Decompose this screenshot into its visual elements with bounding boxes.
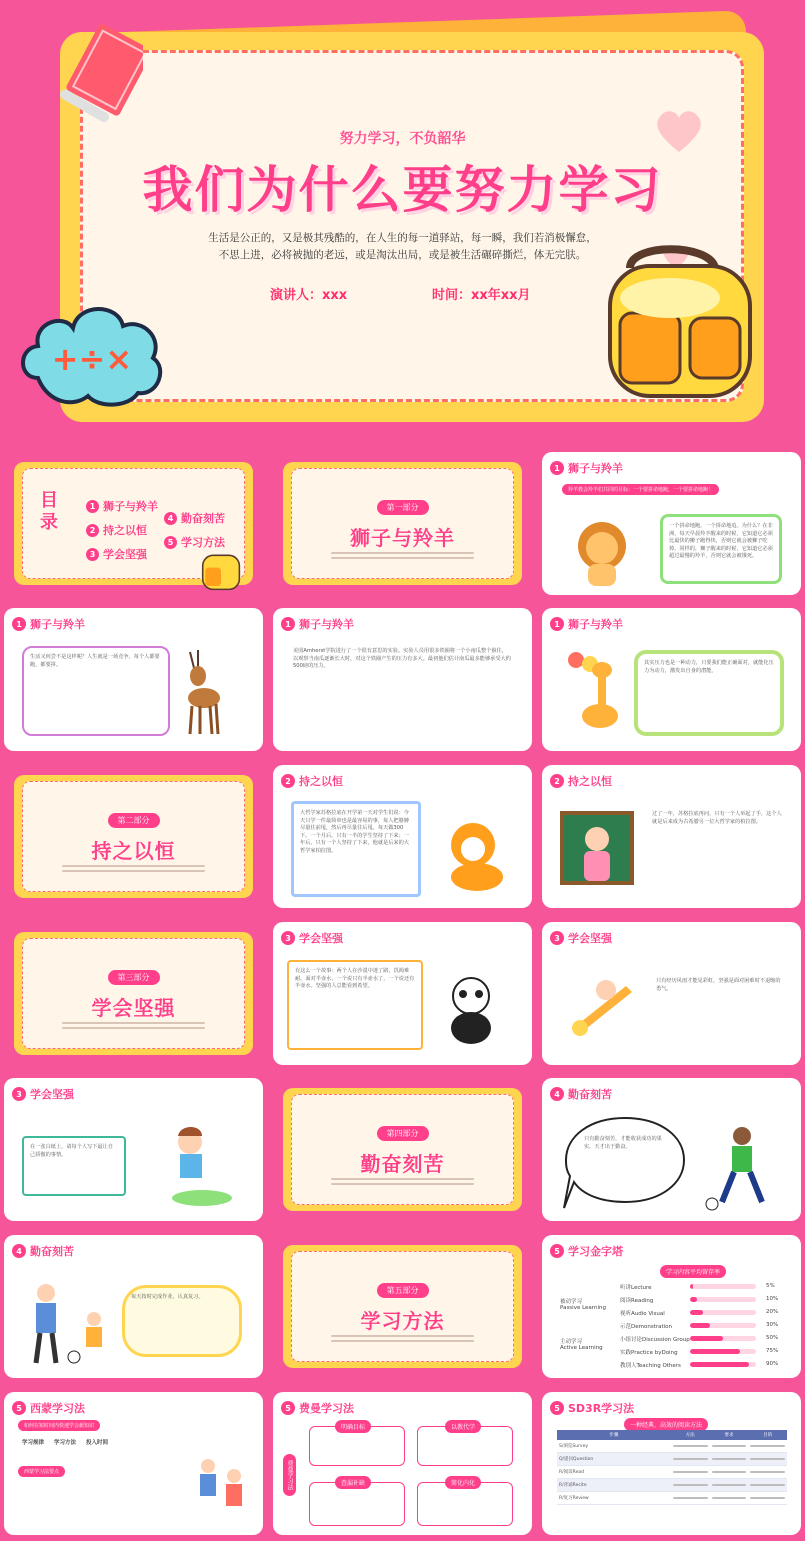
section-lines (331, 552, 474, 564)
slide-hard-1[interactable] (542, 1078, 801, 1221)
header-title: 学习金字塔 (568, 1245, 623, 1258)
header-title: 学会坚强 (299, 932, 343, 945)
table-row (557, 1453, 787, 1466)
slide-header (281, 616, 354, 632)
table-header: 要求 (710, 1430, 749, 1440)
strong2-text: 只有经历风雨才能见彩虹，坚强是面对困难时不退缩的勇气。 (656, 978, 781, 992)
header-title: 狮子与羚羊 (299, 618, 354, 631)
header-number: 1 (550, 461, 564, 475)
section-lines (62, 1022, 205, 1034)
toc-item[interactable] (86, 546, 147, 562)
slide-section-2[interactable] (4, 765, 263, 908)
toc-item[interactable] (86, 498, 158, 514)
table-cell: S/浏览Survey (557, 1440, 671, 1453)
section-tag: 第三部分 (108, 970, 160, 985)
section-title: 勤奋刻苦 (360, 1152, 445, 1176)
math-cloud-icon (18, 298, 166, 410)
feynman-b3: 查漏补缺 (335, 1476, 371, 1489)
hero-slide[interactable] (0, 0, 805, 445)
header-number: 4 (550, 1087, 564, 1101)
antelope-text: 生活又何尝不是这样呢？人生就是一场竞争，每个人都要跑，都要拼。 (22, 646, 170, 736)
feynman-b4: 简化内化 (445, 1476, 481, 1489)
section-tag: 第二部分 (108, 813, 160, 828)
giraffe-icon (562, 650, 626, 740)
table-row (557, 1492, 787, 1505)
section-lines (331, 1178, 474, 1190)
header-title: SD3R学习法 (568, 1402, 635, 1415)
header-title: 持之以恒 (568, 775, 612, 788)
pyramid-row-label: 教别人Teaching Others (620, 1363, 681, 1369)
slide-sd3r[interactable] (542, 1392, 801, 1535)
header-number: 3 (12, 1087, 26, 1101)
header-title: 狮子与羚羊 (568, 618, 623, 631)
header-number: 2 (550, 774, 564, 788)
slide-giraffe[interactable] (542, 608, 801, 751)
harvard-text: 美国Amherst学院进行了一个很有意思的实验。实验人员用很多铁圈将一个小南瓜整个箍住，以观察当南瓜逐渐长大时，对这个铁圈产生的压力有多大。最初他们估计南瓜最多能够承受大约500磅的压力。 (293, 648, 511, 669)
toc-item[interactable] (164, 510, 225, 526)
section-tag: 第一部分 (377, 500, 429, 515)
rocket-boy-icon (566, 966, 642, 1042)
soccer-boy-icon (702, 1122, 782, 1212)
pyramid-bar-fill (690, 1323, 710, 1328)
header-number: 1 (550, 617, 564, 631)
toc-number: 2 (86, 524, 99, 537)
slide-hard-2[interactable] (4, 1235, 263, 1378)
toc-title: 目录 (40, 490, 58, 533)
pyramid-bar (690, 1284, 756, 1289)
slide-header (550, 1400, 634, 1416)
panda-icon (441, 972, 501, 1048)
pyramid-row-pct: 30% (766, 1322, 779, 1328)
section-title: 狮子与羚羊 (350, 526, 455, 550)
slide-persist[interactable] (273, 765, 532, 908)
header-number: 5 (281, 1401, 295, 1415)
simon-pill: 如何在短时间内快速学会新知识 (18, 1420, 100, 1431)
section-lines (62, 865, 205, 877)
toc-label: 学习方法 (181, 536, 225, 549)
active-label-en: Active Learning (560, 1345, 603, 1351)
table-row (557, 1479, 787, 1492)
passive-label: 被动学习 (560, 1299, 583, 1305)
slide-toc[interactable] (4, 452, 263, 595)
hard2-text: 每天按时完成作业，认真复习。 (122, 1285, 242, 1357)
feynman-b1: 明确目标 (335, 1420, 371, 1433)
sd3r-pill: 一种经典、高效的阅读方法 (624, 1418, 708, 1431)
lion-text: 一个拼命地跑，一个拼命地追。为什么？在非洲，每天早晨羚羊醒来的时候，它知道它必须比最快的狮子跑得快，否则它就会被狮子吃掉。同样的，狮子醒来的时候，它知道它必须超过最慢的羚羊，否则它就会被饿死。 (660, 514, 782, 584)
slide-strong-2[interactable] (542, 922, 801, 1065)
pyramid-bar-fill (690, 1297, 697, 1302)
table-cell: Q/提问Question (557, 1453, 671, 1466)
pyramid-bar (690, 1297, 756, 1302)
section-tag: 第五部分 (377, 1283, 429, 1298)
pyramid-row-label: 听讲Lecture (620, 1285, 652, 1291)
slide-feynman[interactable] (273, 1392, 532, 1535)
header-title: 狮子与羚羊 (568, 462, 623, 475)
table-cell: R/背诵Recite (557, 1479, 671, 1492)
simon-h2: 学习方法 (54, 1440, 77, 1446)
pyramid-bar-fill (690, 1284, 693, 1289)
header-number: 4 (12, 1244, 26, 1258)
active-label: 主动学习 (560, 1339, 583, 1345)
pyramid-bar-fill (690, 1349, 740, 1354)
section-tag: 第四部分 (377, 1126, 429, 1141)
pyramid-row-pct: 20% (766, 1309, 779, 1315)
slide-section-3[interactable] (4, 922, 263, 1065)
slide-header (550, 773, 612, 789)
table-header: 方法 (671, 1430, 710, 1440)
slide-simon[interactable] (4, 1392, 263, 1535)
cloud-symbols: +÷× (51, 340, 133, 378)
slide-header (550, 616, 623, 632)
pyramid-bar (690, 1310, 756, 1315)
hero-description: 生活是公正的，又是极其残酷的，在人生的每一道驿站，每一瞬，我们若消极懈怠，不思上进，必将被抛的老远，或是淘汰出局，或是被生活碾碎撕烂，体无完肤。 (208, 232, 597, 261)
pyramid-bar-fill (690, 1336, 723, 1341)
slide-header (12, 1086, 74, 1102)
slide-header (12, 1243, 74, 1259)
pyramid-bar (690, 1349, 756, 1354)
toc-label: 勤奋刻苦 (181, 512, 225, 525)
slide-header (281, 773, 343, 789)
section-title: 持之以恒 (91, 839, 176, 863)
speaker-label: 演讲人：xxx (270, 288, 348, 303)
time-label: 时间：xx年xx月 (432, 288, 531, 303)
header-number: 5 (12, 1401, 26, 1415)
table-row (557, 1466, 787, 1479)
backpack-icon (196, 548, 244, 592)
header-title: 学会坚强 (568, 932, 612, 945)
pyramid-bar-fill (690, 1310, 703, 1315)
pyramid-bar (690, 1362, 756, 1367)
pyramid-row-pct: 75% (766, 1348, 779, 1354)
strong3-text: 在一张白纸上，请每个人写下最让自己骄傲的事情。 (22, 1136, 126, 1196)
header-title: 狮子与羚羊 (30, 618, 85, 631)
antelope-icon (176, 648, 224, 738)
toc-number: 1 (86, 500, 99, 513)
lion-icon (572, 518, 632, 588)
pyramid-row-label: 视听Audio Visual (620, 1311, 665, 1317)
section-title: 学会坚强 (91, 996, 176, 1020)
toc-item[interactable] (86, 522, 147, 538)
slide-pyramid[interactable] (542, 1235, 801, 1378)
chalkboard-girl-icon (560, 805, 634, 887)
slide-harvard[interactable] (273, 608, 532, 751)
header-number: 5 (550, 1244, 564, 1258)
simon-h3: 投入时间 (86, 1440, 109, 1446)
pyramid-bar (690, 1323, 756, 1328)
table-row (557, 1440, 787, 1453)
toc-number: 5 (164, 536, 177, 549)
pyramid-bar-fill (690, 1362, 749, 1367)
tiger-icon (433, 815, 513, 895)
pyramid-row-label: 阅读Reading (620, 1298, 654, 1304)
toc-label: 持之以恒 (103, 524, 147, 537)
pyramid-row-pct: 90% (766, 1361, 779, 1367)
header-title: 学会坚强 (30, 1088, 74, 1101)
slide-header (550, 1243, 623, 1259)
table-cell: R/复习Review (557, 1492, 671, 1505)
slide-antelope[interactable] (4, 608, 263, 751)
header-title: 费曼学习法 (299, 1402, 354, 1415)
table-cell: R/阅读Read (557, 1466, 671, 1479)
hero-title: 我们为什么要努力学习 (142, 161, 663, 219)
slide-header (550, 460, 623, 476)
slide-lion[interactable] (542, 452, 801, 595)
slide-persist-2[interactable] (542, 765, 801, 908)
slide-header (12, 616, 85, 632)
simon-h1: 学习规律 (22, 1440, 45, 1446)
slide-header (281, 1400, 354, 1416)
header-number: 5 (550, 1401, 564, 1415)
pyramid-pill: 学习内容平均留存率 (660, 1265, 726, 1278)
simon-sub: 西蒙学习法要点 (18, 1466, 65, 1477)
section-lines (331, 1335, 474, 1347)
header-title: 勤奋刻苦 (30, 1245, 74, 1258)
giraffe-text: 其实压力也是一种动力，只要我们能正确面对，就能化压力为动力，激发出自身的潜能。 (634, 650, 784, 736)
reading-child-icon (154, 1120, 244, 1210)
slide-grid (0, 445, 805, 1541)
pyramid-row-label: 示范Demonstration (620, 1324, 673, 1330)
slide-section-5[interactable] (273, 1235, 532, 1378)
pyramid-row-pct: 50% (766, 1335, 779, 1341)
slide-header (12, 1400, 85, 1416)
toc-number: 4 (164, 512, 177, 525)
toc-number: 3 (86, 548, 99, 561)
family-soccer-icon (18, 1279, 118, 1369)
pyramid-row-pct: 5% (766, 1283, 775, 1289)
feynman-side: 费曼学习法 (283, 1454, 296, 1496)
pyramid-row-pct: 10% (766, 1296, 779, 1302)
header-number: 1 (12, 617, 26, 631)
header-number: 3 (550, 931, 564, 945)
persist-text: 大哲学家苏格拉底在开学第一天对学生们说：今天只学一件最简单也是最容易的事，每人把胳膊尽量往前甩，然后再尽量往后甩。每天做300下。一个月后，只有一半的学生坚持了下来；一年后，只有一个人坚持了下来，他就是后来的大哲学家柏拉图。 (291, 801, 421, 897)
header-number: 1 (281, 617, 295, 631)
kids-playing-icon (190, 1452, 250, 1526)
section-title: 学习方法 (360, 1309, 445, 1333)
slide-strong-1[interactable] (273, 922, 532, 1065)
passive-label-en: Passive Learning (560, 1305, 606, 1311)
hard1-text: 只有勤奋刻苦，才能收获成功的果实。天才出于勤奋。 (584, 1136, 662, 1150)
header-number: 3 (281, 931, 295, 945)
table-header: 步骤 (557, 1430, 671, 1440)
pyramid-bar (690, 1336, 756, 1341)
persist2-text: 过了一年，苏格拉底再问，只有一个人举起了手，这个人就是后来成为古希腊另一位大哲学家的柏拉图。 (652, 811, 782, 825)
hero-subtitle: 努力学习，不负韶华 (339, 131, 466, 147)
slide-section-1[interactable] (273, 452, 532, 595)
toc-label: 狮子与羚羊 (103, 500, 158, 513)
sd3r-table (557, 1430, 787, 1505)
lion-banner: 羚羊教会羚羊们共同的目标：一个要拼命地跑，一个要拼命地跑！ (562, 484, 719, 495)
slide-section-4[interactable] (273, 1078, 532, 1221)
backpack-icon (590, 238, 762, 406)
slide-strong-3[interactable] (4, 1078, 263, 1221)
header-title: 持之以恒 (299, 775, 343, 788)
header-title: 勤奋刻苦 (568, 1088, 612, 1101)
pyramid-row-label: 小组讨论Discussion Group (620, 1337, 690, 1343)
pyramid-row-label: 实践Practice byDoing (620, 1350, 678, 1356)
book-icon (48, 22, 143, 122)
toc-label: 学会坚强 (103, 548, 147, 561)
strong1-text: 有这么一个故事：两个人在沙漠中迷了路，饥渴难耐。面对半壶水，一个说只有半壶水了，一个说还有半壶水。坚强的人总能看到希望。 (287, 960, 423, 1050)
feynman-b2: 以教代学 (445, 1420, 481, 1433)
header-title: 西蒙学习法 (30, 1402, 85, 1415)
header-number: 2 (281, 774, 295, 788)
table-header: 目的 (748, 1430, 787, 1440)
slide-header (550, 930, 612, 946)
slide-header (550, 1086, 612, 1102)
slide-header (281, 930, 343, 946)
